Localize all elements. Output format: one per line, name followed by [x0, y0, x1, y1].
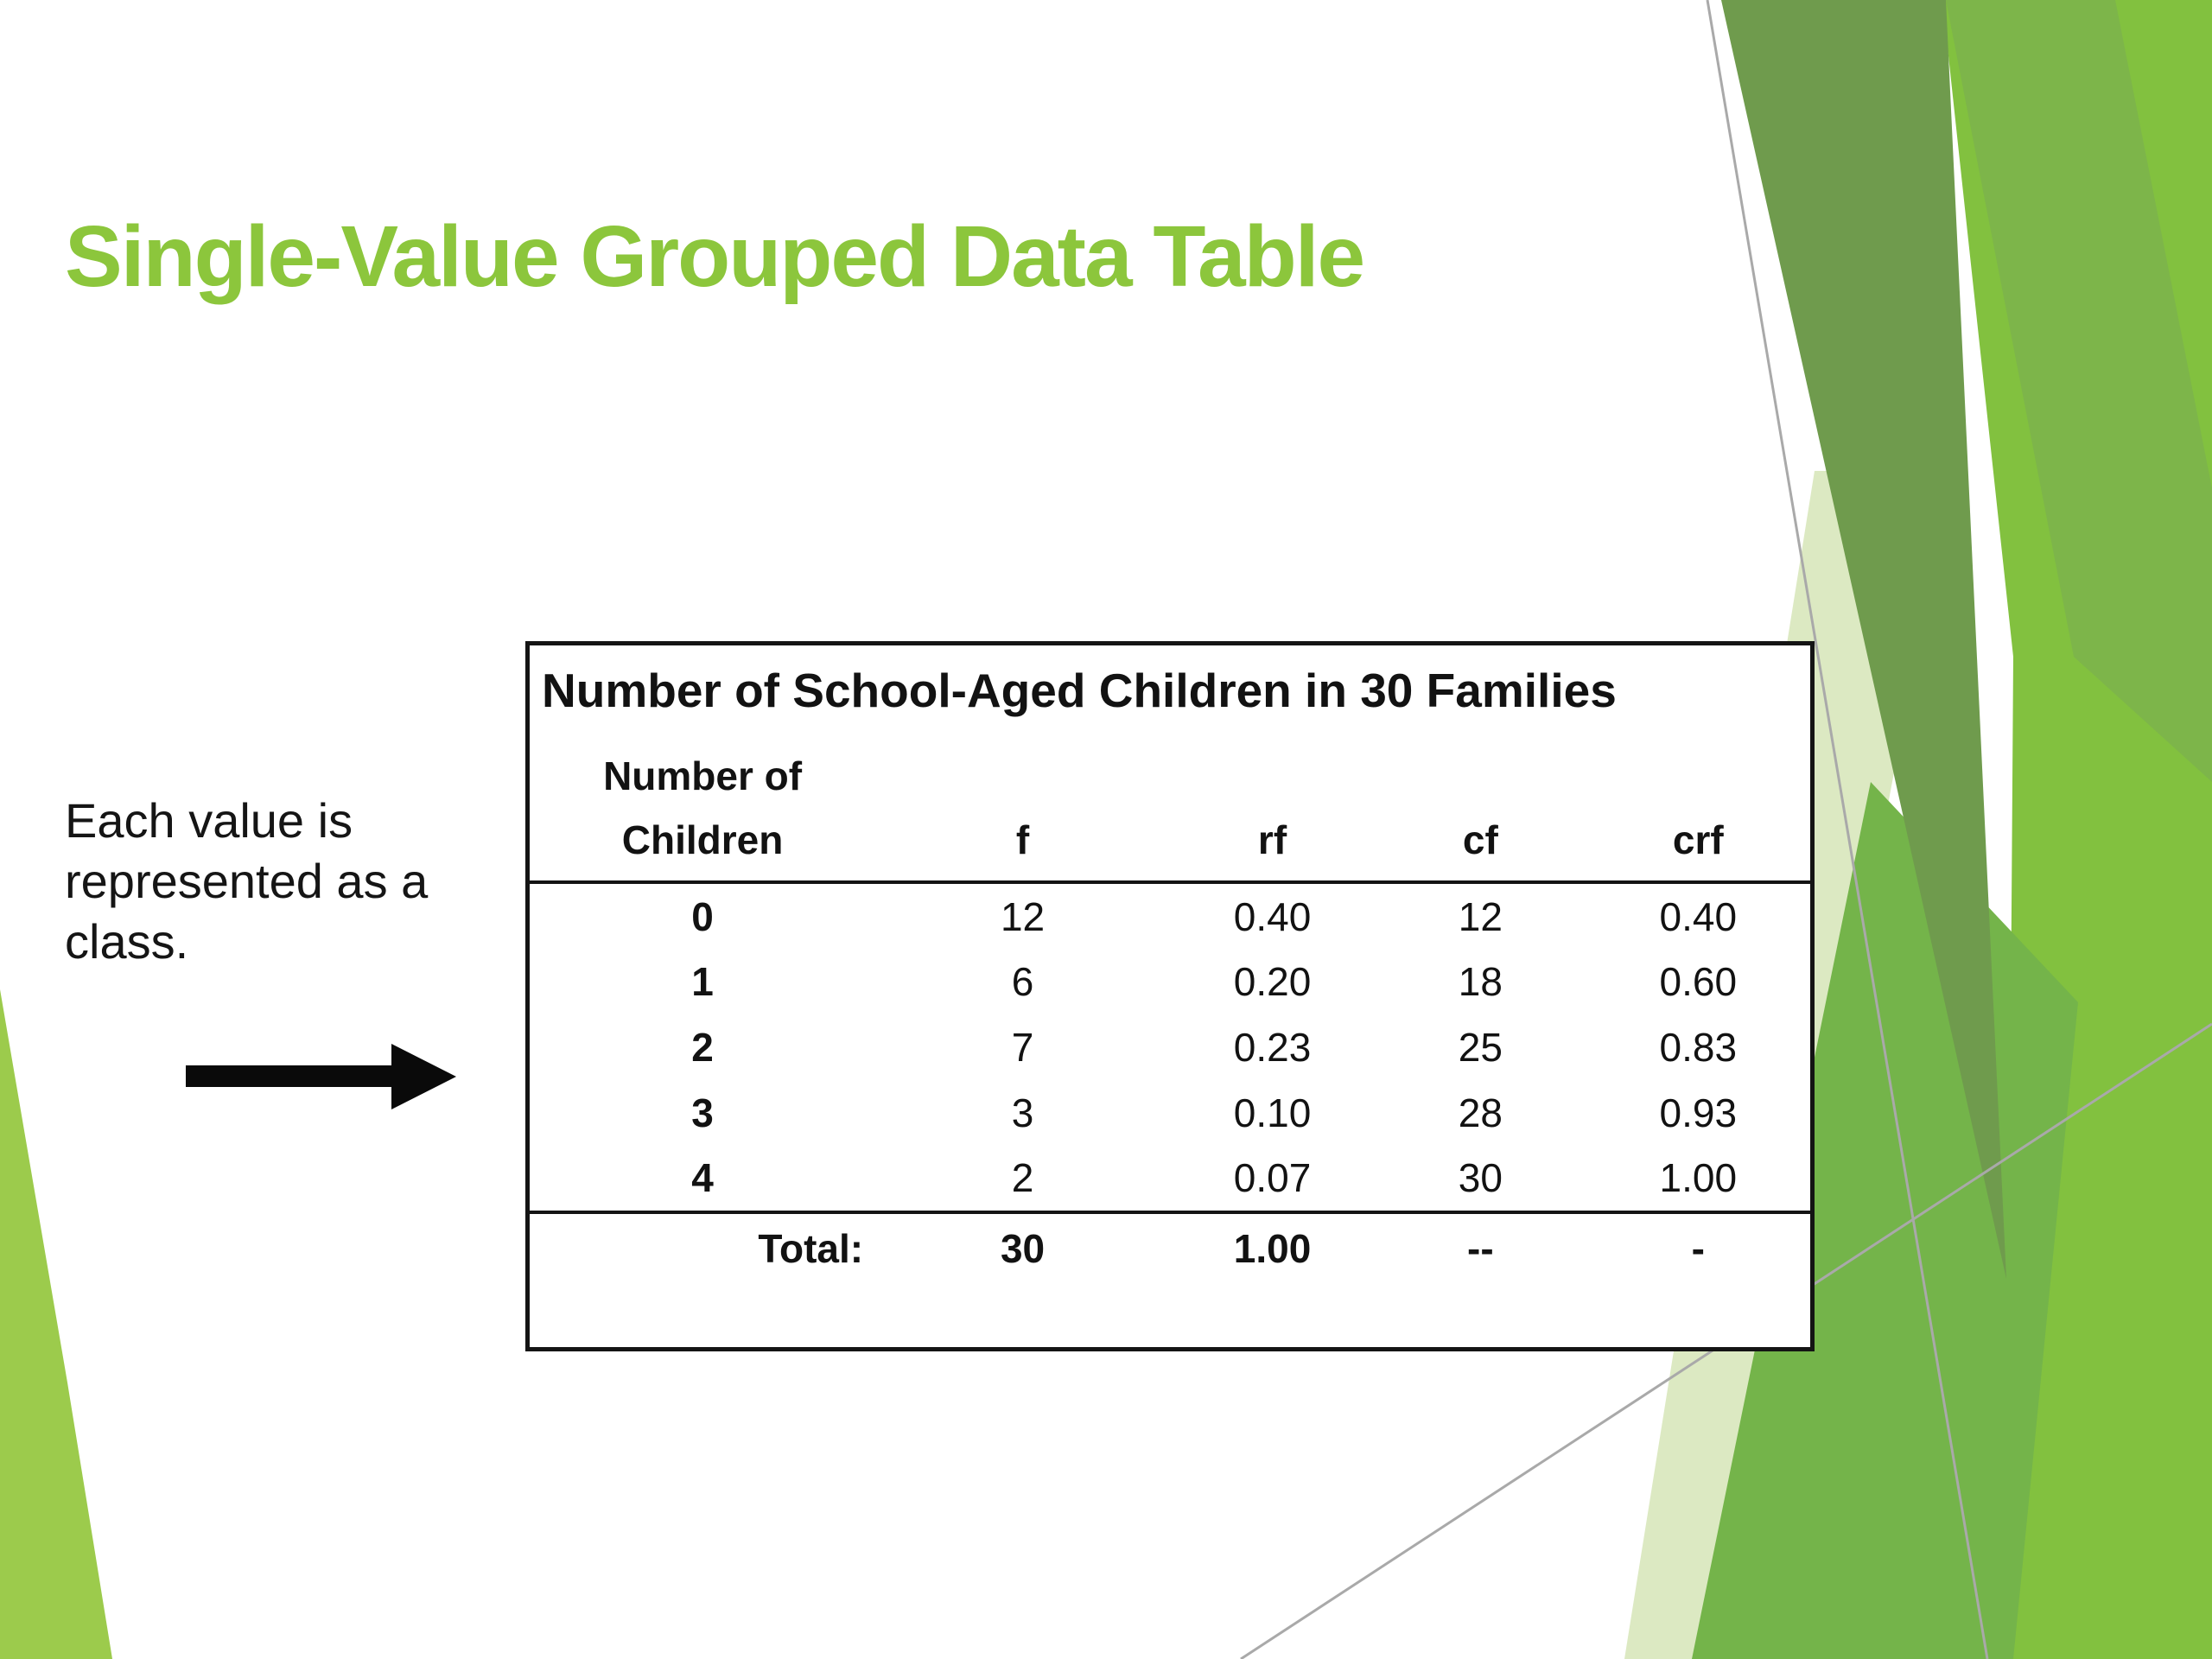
- table-row: [530, 1014, 1810, 1080]
- table-body: [530, 880, 1810, 1211]
- total-cf: --: [1467, 1225, 1494, 1271]
- table-header-row: [530, 744, 1810, 872]
- cell-rf: 0.23: [1233, 1024, 1312, 1070]
- column-header-crf: crf: [1672, 817, 1724, 862]
- table-row: [530, 950, 1810, 1015]
- cell-children: 4: [691, 1155, 714, 1201]
- total-f: 30: [1000, 1225, 1046, 1271]
- cell-cf: 12: [1458, 893, 1503, 939]
- cell-f: 12: [1000, 893, 1046, 939]
- table-row: [530, 1145, 1810, 1211]
- total-crf: -: [1691, 1225, 1705, 1271]
- cell-f: 6: [1011, 959, 1034, 1005]
- cell-cf: 30: [1458, 1155, 1503, 1201]
- cell-crf: 1.00: [1659, 1155, 1738, 1201]
- cell-cf: 28: [1458, 1090, 1503, 1135]
- column-header-rf: rf: [1257, 817, 1287, 862]
- table-title: Number of School-Aged Children in 30 Families: [542, 664, 1617, 717]
- cell-cf: 18: [1458, 959, 1503, 1005]
- bg-wedge-bottom-left: [0, 989, 112, 1659]
- cell-rf: 0.20: [1233, 959, 1312, 1005]
- cell-f: 3: [1011, 1090, 1034, 1135]
- cell-children: 2: [691, 1024, 714, 1070]
- annotation-text: Each value is represented as a class.: [65, 793, 429, 969]
- column-header-f: f: [1015, 817, 1030, 862]
- cell-cf: 25: [1458, 1024, 1503, 1070]
- table-row: [530, 1080, 1810, 1146]
- cell-children: 3: [691, 1090, 714, 1135]
- data-table: [525, 641, 1815, 1351]
- cell-crf: 0.83: [1659, 1024, 1738, 1070]
- table-total-row: [530, 1211, 1810, 1283]
- cell-crf: 0.40: [1659, 893, 1738, 939]
- cell-f: 2: [1011, 1155, 1034, 1201]
- cell-rf: 0.40: [1233, 893, 1312, 939]
- cell-children: 0: [691, 893, 714, 939]
- cell-crf: 0.93: [1659, 1090, 1738, 1135]
- arrow-icon: [181, 1037, 467, 1119]
- total-label: Total:: [758, 1225, 864, 1271]
- cell-rf: 0.10: [1233, 1090, 1312, 1135]
- total-rf: 1.00: [1233, 1225, 1312, 1271]
- cell-crf: 0.60: [1659, 959, 1738, 1005]
- column-header-cf: cf: [1462, 817, 1498, 862]
- cell-rf: 0.07: [1233, 1155, 1312, 1201]
- arrow-head: [391, 1044, 456, 1109]
- table-row: [530, 884, 1810, 950]
- column-header-number-of-children: Number of Children: [603, 753, 803, 862]
- slide-title: Single-Value Grouped Data Table: [65, 208, 1364, 305]
- arrow-shaft: [186, 1065, 391, 1087]
- cell-children: 1: [691, 959, 714, 1005]
- cell-f: 7: [1011, 1024, 1034, 1070]
